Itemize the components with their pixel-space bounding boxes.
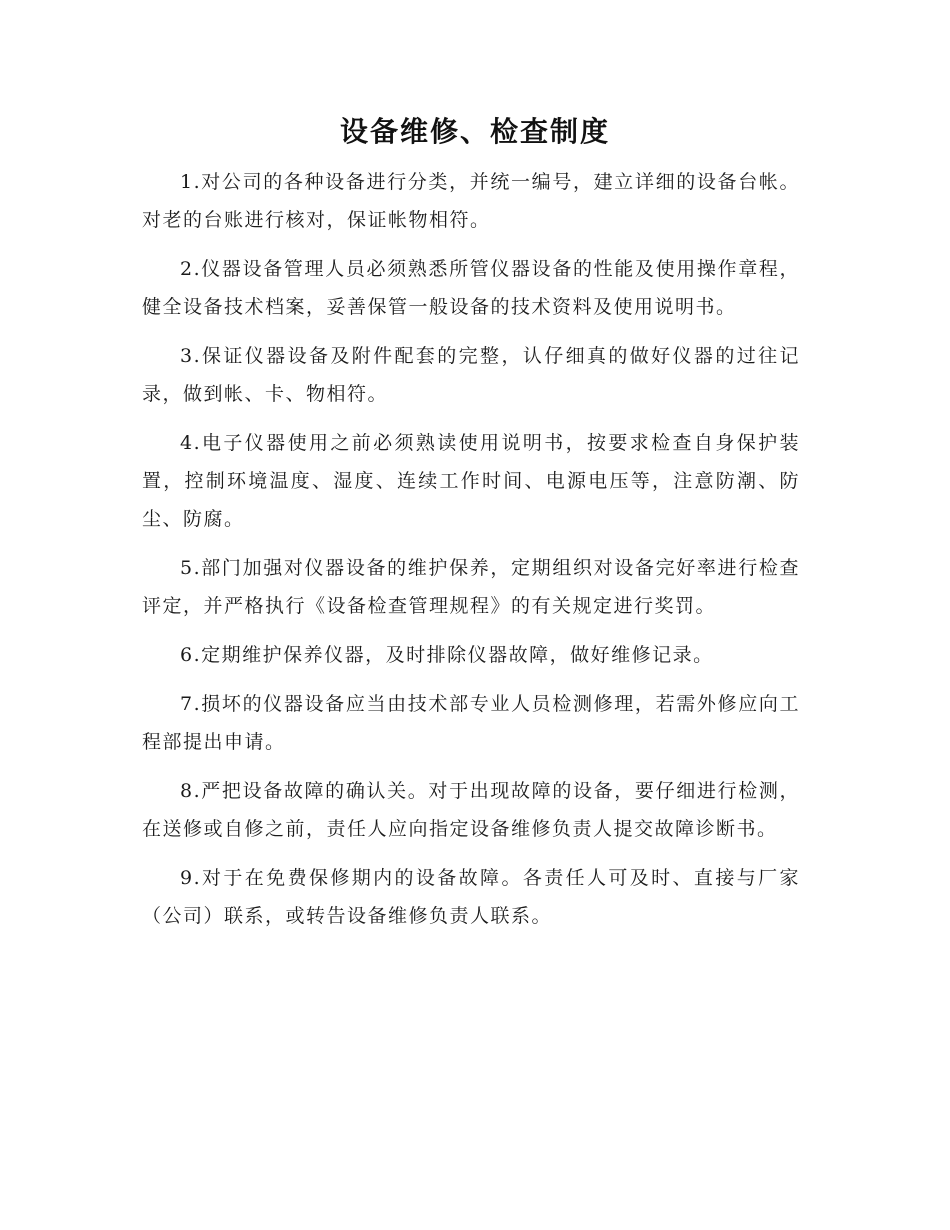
paragraph-1: 1.对公司的各种设备进行分类，并统一编号，建立详细的设备台帐。对老的台账进行核对，保证帐物相符。 xyxy=(142,171,800,231)
paragraph-9: 9.对于在免费保修期内的设备故障。各责任人可及时、直接与厂家（公司）联系，或转告设备维修负责人联系。 xyxy=(142,867,800,927)
paragraph-8: 8.严把设备故障的确认关。对于出现故障的设备，要仔细进行检测，在送修或自修之前，责任人应向指定设备维修负责人提交故障诊断书。 xyxy=(142,780,800,840)
document-body xyxy=(142,163,800,946)
paragraph-6: 6.定期维护保养仪器，及时排除仪器故障，做好维修记录。 xyxy=(180,644,714,666)
paragraph-4: 4.电子仪器使用之前必须熟读使用说明书，按要求检查自身保护装置，控制环境温度、湿度、连续工作时间、电源电压等，注意防潮、防尘、防腐。 xyxy=(142,432,800,530)
document-title: 设备维修、检查制度 xyxy=(339,115,610,148)
paragraph-3: 3.保证仪器设备及附件配套的完整，认仔细真的做好仪器的过往记录，做到帐、卡、物相符。 xyxy=(142,345,800,405)
paragraph-7: 7.损坏的仪器设备应当由技术部专业人员检测修理，若需外修应向工程部提出申请。 xyxy=(142,693,800,753)
paragraph-5: 5.部门加强对仪器设备的维护保养，定期组织对设备完好率进行检查评定，并严格执行《设备检查管理规程》的有关规定进行奖罚。 xyxy=(142,557,800,617)
paragraph-2: 2.仪器设备管理人员必须熟悉所管仪器设备的性能及使用操作章程，健全设备技术档案，妥善保管一般设备的技术资料及使用说明书。 xyxy=(142,258,800,318)
